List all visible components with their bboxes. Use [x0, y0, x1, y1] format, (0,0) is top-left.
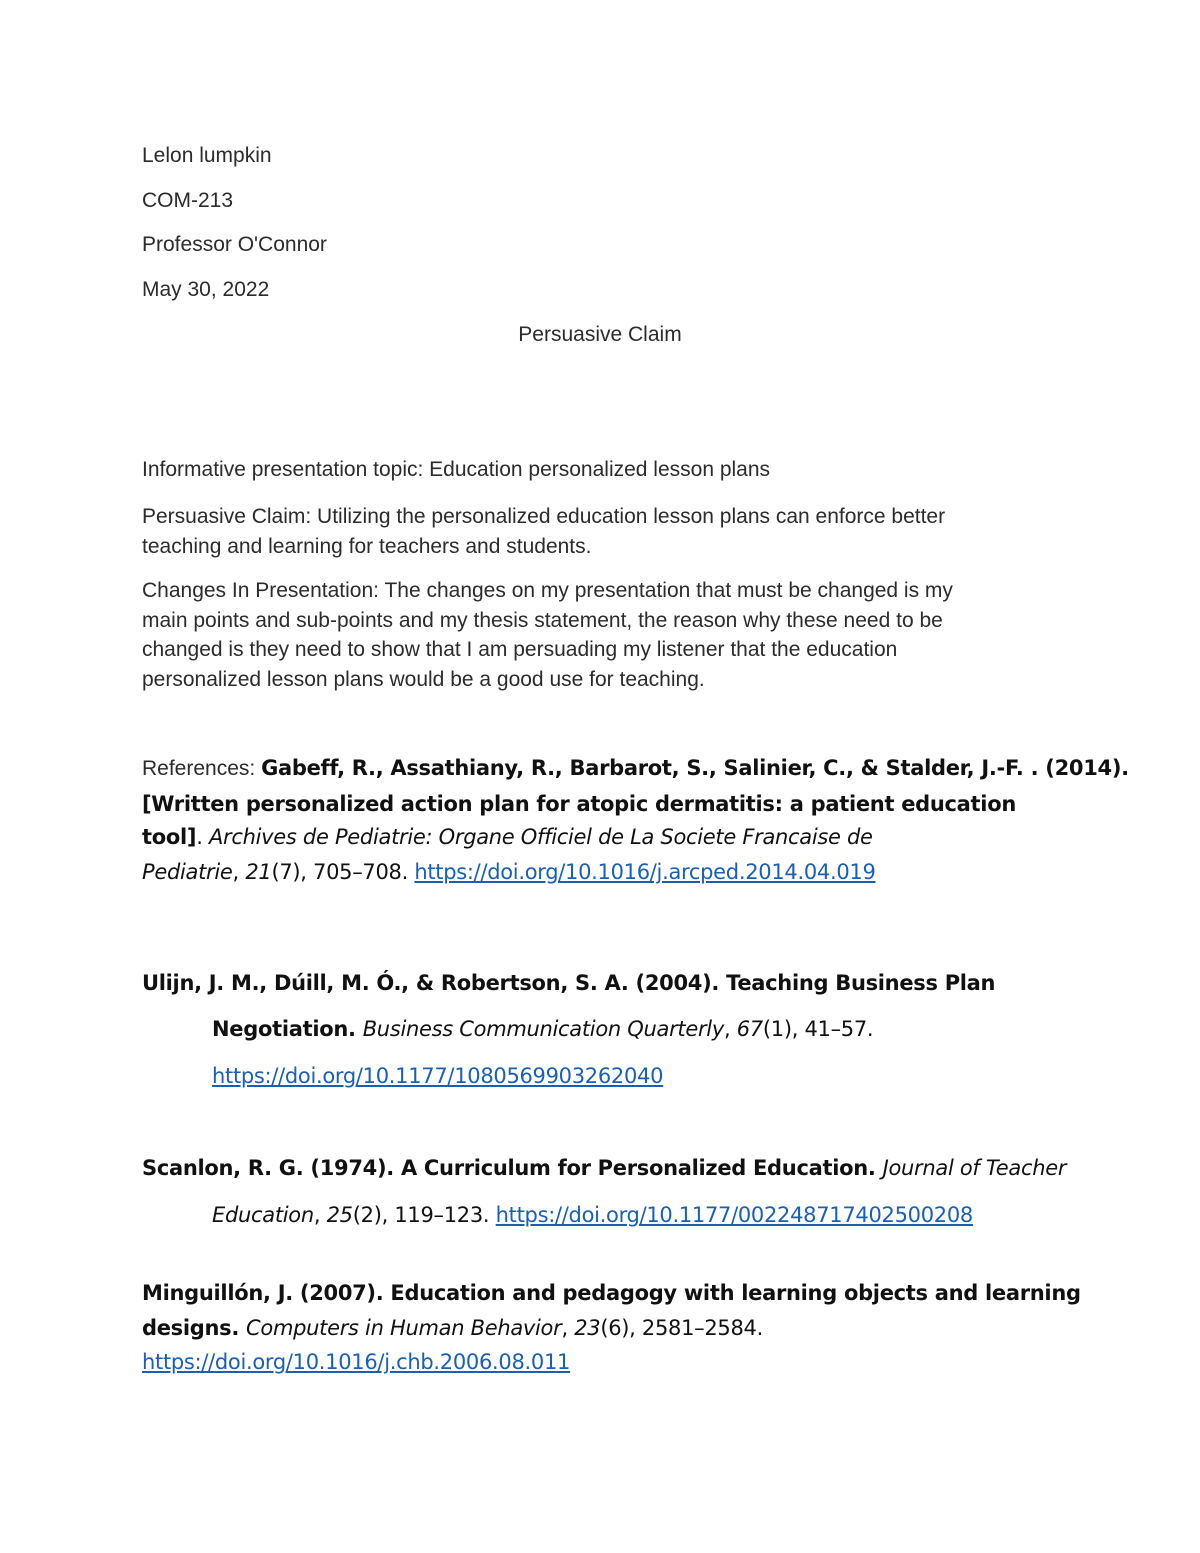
reference-doi-link[interactable]: https://doi.org/10.1016/j.arcped.2014.04.019: [414, 860, 876, 884]
reference-separator: .: [196, 825, 209, 849]
reference-line: [142, 792, 1016, 816]
reference-volume: 23: [574, 1316, 601, 1340]
student-name: Lelon lumpkin: [142, 144, 272, 167]
reference-journal: Business Communication Quarterly: [362, 1017, 724, 1041]
reference-journal: Computers in Human Behavior: [246, 1316, 562, 1340]
reference-line: [142, 860, 876, 884]
reference-line: [212, 1017, 873, 1041]
reference-issue-pages: (2), 119–123.: [352, 1203, 496, 1227]
reference-separator: ,: [313, 1203, 327, 1227]
professor-name: Professor O'Connor: [142, 233, 327, 256]
reference-journal: Archives de Pediatrie: Organe Officiel de La Societe Francaise de: [208, 825, 873, 849]
reference-issue-pages: (7), 705–708.: [271, 860, 415, 884]
changes-line: changed is they need to show that I am persuading my listener that the education: [142, 638, 898, 661]
reference-authors: Gabeff, R., Assathiany, R., Barbarot, S., Salinier, C., & Stalder, J.-F. . (2014).: [261, 756, 1129, 780]
reference-line: [142, 1281, 1081, 1305]
reference-line: [212, 1203, 973, 1227]
reference-doi-link[interactable]: https://doi.org/10.1016/j.chb.2006.08.011: [142, 1350, 571, 1374]
changes-line: main points and sub-points and my thesis statement, the reason why these need to be: [142, 609, 943, 632]
claim-line: teaching and learning for teachers and students.: [142, 535, 592, 558]
reference-line: [142, 1156, 1066, 1180]
reference-doi-link[interactable]: https://doi.org/10.1177/1080569903262040: [212, 1064, 664, 1088]
reference-issue-pages: (6), 2581–2584.: [600, 1316, 763, 1340]
reference-line: [142, 756, 1129, 781]
reference-issue-pages: (1), 41–57.: [762, 1017, 874, 1041]
reference-line: [212, 1064, 663, 1088]
changes-line: personalized lesson plans would be a good use for teaching.: [142, 668, 705, 691]
reference-title: Negotiation.: [212, 1017, 363, 1041]
reference-journal: Education: [212, 1203, 314, 1227]
changes-line: Changes In Presentation: The changes on my presentation that must be changed is my: [142, 579, 953, 602]
reference-title: tool]: [142, 825, 197, 849]
reference-separator: ,: [232, 860, 246, 884]
presentation-topic: Informative presentation topic: Education personalized lesson plans: [142, 458, 771, 481]
reference-line: [142, 825, 873, 849]
reference-authors-title: Minguillón, J. (2007). Education and pedagogy with learning objects and learning: [142, 1281, 1081, 1305]
reference-authors-title: Scanlon, R. G. (1974). A Curriculum for Personalized Education.: [142, 1156, 883, 1180]
reference-line: [142, 1350, 570, 1374]
document-title: Persuasive Claim: [518, 323, 682, 346]
reference-line: [142, 1316, 763, 1340]
references-label: References:: [142, 757, 262, 780]
claim-line: Persuasive Claim: Utilizing the personalized education lesson plans can enforce better: [142, 505, 946, 528]
reference-authors-title: Ulijn, J. M., Dúill, M. Ó., & Robertson, S. A. (2004). Teaching Business Plan: [142, 971, 996, 995]
reference-volume: 67: [736, 1017, 763, 1041]
reference-separator: ,: [561, 1316, 575, 1340]
reference-journal: Journal of Teacher: [882, 1156, 1067, 1180]
reference-journal: Pediatrie: [142, 860, 233, 884]
reference-title: [Written personalized action plan for atopic dermatitis: a patient education: [142, 792, 1016, 816]
course-code: COM-213: [142, 189, 234, 212]
reference-separator: ,: [723, 1017, 737, 1041]
reference-line: [142, 971, 995, 995]
reference-volume: 21: [245, 860, 272, 884]
reference-title: designs.: [142, 1316, 247, 1340]
reference-volume: 25: [326, 1203, 353, 1227]
reference-doi-link[interactable]: https://doi.org/10.1177/002248717402500208: [495, 1203, 973, 1227]
document-date: May 30, 2022: [142, 278, 270, 301]
